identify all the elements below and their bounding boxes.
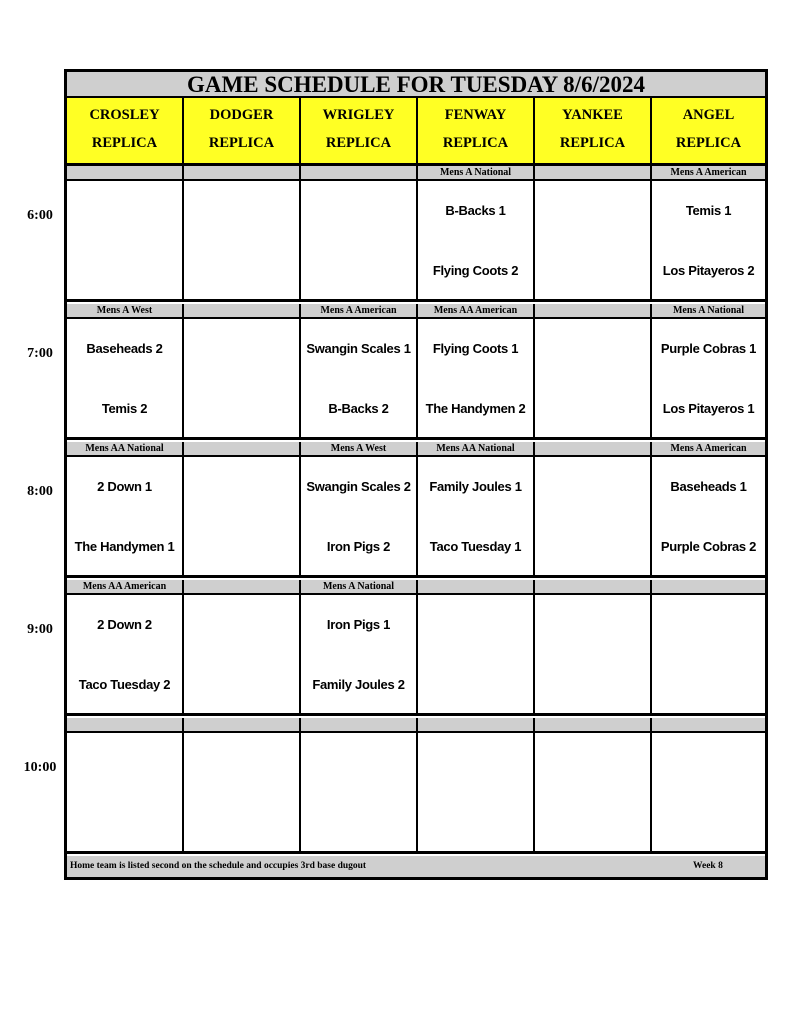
division-label <box>184 580 301 595</box>
field-header-yankee <box>535 98 652 166</box>
game-cell <box>418 319 535 440</box>
field-subtitle: REPLICA <box>325 135 392 151</box>
home-team: Taco Tuesday 2 <box>78 677 171 692</box>
field-subtitle: REPLICA <box>442 135 509 151</box>
field-subtitle: REPLICA <box>559 135 626 151</box>
home-team: Flying Coots 2 <box>432 263 519 278</box>
game-cell <box>418 457 535 578</box>
game-cell <box>535 181 652 302</box>
game-cell <box>418 595 535 716</box>
visiting-team: Swangin Scales 2 <box>306 479 411 494</box>
game-cell <box>652 457 765 578</box>
field-header-crosley <box>67 98 184 166</box>
visiting-team: Swangin Scales 1 <box>306 341 411 356</box>
game-cell <box>418 181 535 302</box>
home-team: Family Joules 2 <box>312 677 405 692</box>
home-team: Iron Pigs 2 <box>326 539 391 554</box>
field-name: DODGER <box>209 107 274 123</box>
game-cell <box>301 733 418 854</box>
time-slot-label: 10:00 <box>23 760 57 775</box>
home-team: Purple Cobras 2 <box>660 539 757 554</box>
game-cell <box>184 181 301 302</box>
game-cell <box>652 319 765 440</box>
game-cell <box>535 319 652 440</box>
home-team: Los Pitayeros 1 <box>662 401 755 416</box>
division-label: Mens A West <box>301 442 418 457</box>
time-slot-label: 7:00 <box>27 346 53 361</box>
division-label <box>67 718 184 733</box>
schedule-footer <box>67 856 765 877</box>
division-label <box>535 580 652 595</box>
division-label: Mens A West <box>67 304 184 319</box>
division-label: Mens A American <box>652 442 765 457</box>
division-label: Mens AA National <box>67 442 184 457</box>
visiting-team: 2 Down 2 <box>97 617 152 632</box>
field-subtitle: REPLICA <box>675 135 742 151</box>
division-label <box>67 166 184 181</box>
field-name: CROSLEY <box>89 107 160 123</box>
division-label: Mens A National <box>652 304 765 319</box>
schedule-title: GAME SCHEDULE FOR TUESDAY 8/6/2024 <box>67 72 765 98</box>
visiting-team: Baseheads 1 <box>670 479 747 494</box>
field-header-fenway <box>418 98 535 166</box>
visiting-team: Iron Pigs 1 <box>326 617 391 632</box>
field-header-dodger <box>184 98 301 166</box>
field-name: ANGEL <box>682 107 735 123</box>
division-label <box>535 442 652 457</box>
division-label <box>301 166 418 181</box>
home-team: Los Pitayeros 2 <box>662 263 755 278</box>
field-subtitle: REPLICA <box>208 135 275 151</box>
game-cell <box>652 181 765 302</box>
division-label <box>184 304 301 319</box>
division-label: Mens AA National <box>418 442 535 457</box>
schedule-sheet <box>64 69 768 880</box>
division-label <box>535 718 652 733</box>
division-label: Mens A American <box>652 166 765 181</box>
game-cell <box>301 595 418 716</box>
division-label: Mens AA American <box>418 304 535 319</box>
game-cell <box>535 457 652 578</box>
game-cell <box>184 733 301 854</box>
game-cell <box>67 733 184 854</box>
game-cell <box>184 595 301 716</box>
visiting-team: B-Backs 1 <box>445 203 506 218</box>
visiting-team: Baseheads 2 <box>86 341 163 356</box>
game-cell <box>652 595 765 716</box>
division-label <box>184 166 301 181</box>
home-team: Temis 2 <box>101 401 148 416</box>
division-label: Mens A American <box>301 304 418 319</box>
time-slot-label: 8:00 <box>27 484 53 499</box>
division-label: Mens AA American <box>67 580 184 595</box>
division-label <box>418 718 535 733</box>
game-cell <box>418 733 535 854</box>
game-cell <box>535 595 652 716</box>
division-label <box>184 718 301 733</box>
division-label <box>418 580 535 595</box>
home-team: The Handymen 2 <box>425 401 526 416</box>
division-label: Mens A National <box>301 580 418 595</box>
game-cell <box>67 319 184 440</box>
game-cell <box>535 733 652 854</box>
home-team-note: Home team is listed second on the schedule and occupies 3rd base dugout <box>70 861 367 871</box>
game-cell <box>652 733 765 854</box>
game-cell <box>184 457 301 578</box>
division-label: Mens A National <box>418 166 535 181</box>
game-cell <box>67 457 184 578</box>
home-team: The Handymen 1 <box>74 539 175 554</box>
visiting-team: 2 Down 1 <box>97 479 152 494</box>
visiting-team: Temis 1 <box>685 203 732 218</box>
game-cell <box>301 457 418 578</box>
game-cell <box>301 319 418 440</box>
time-slot-label: 9:00 <box>27 622 53 637</box>
game-cell <box>184 319 301 440</box>
division-label <box>184 442 301 457</box>
field-header-angel <box>652 98 765 166</box>
visiting-team: Family Joules 1 <box>429 479 522 494</box>
field-subtitle: REPLICA <box>91 135 158 151</box>
game-cell <box>67 181 184 302</box>
division-label <box>652 718 765 733</box>
division-label <box>652 580 765 595</box>
field-name: FENWAY <box>444 107 507 123</box>
division-label <box>535 166 652 181</box>
visiting-team: Flying Coots 1 <box>432 341 519 356</box>
game-cell <box>67 595 184 716</box>
visiting-team: Purple Cobras 1 <box>660 341 757 356</box>
field-name: WRIGLEY <box>322 107 395 123</box>
game-cell <box>301 181 418 302</box>
division-label <box>535 304 652 319</box>
week-label: Week 8 <box>693 861 723 871</box>
field-name: YANKEE <box>562 107 623 123</box>
home-team: B-Backs 2 <box>328 401 389 416</box>
field-header-wrigley <box>301 98 418 166</box>
division-label <box>301 718 418 733</box>
home-team: Taco Tuesday 1 <box>429 539 522 554</box>
time-slot-label: 6:00 <box>27 208 53 223</box>
